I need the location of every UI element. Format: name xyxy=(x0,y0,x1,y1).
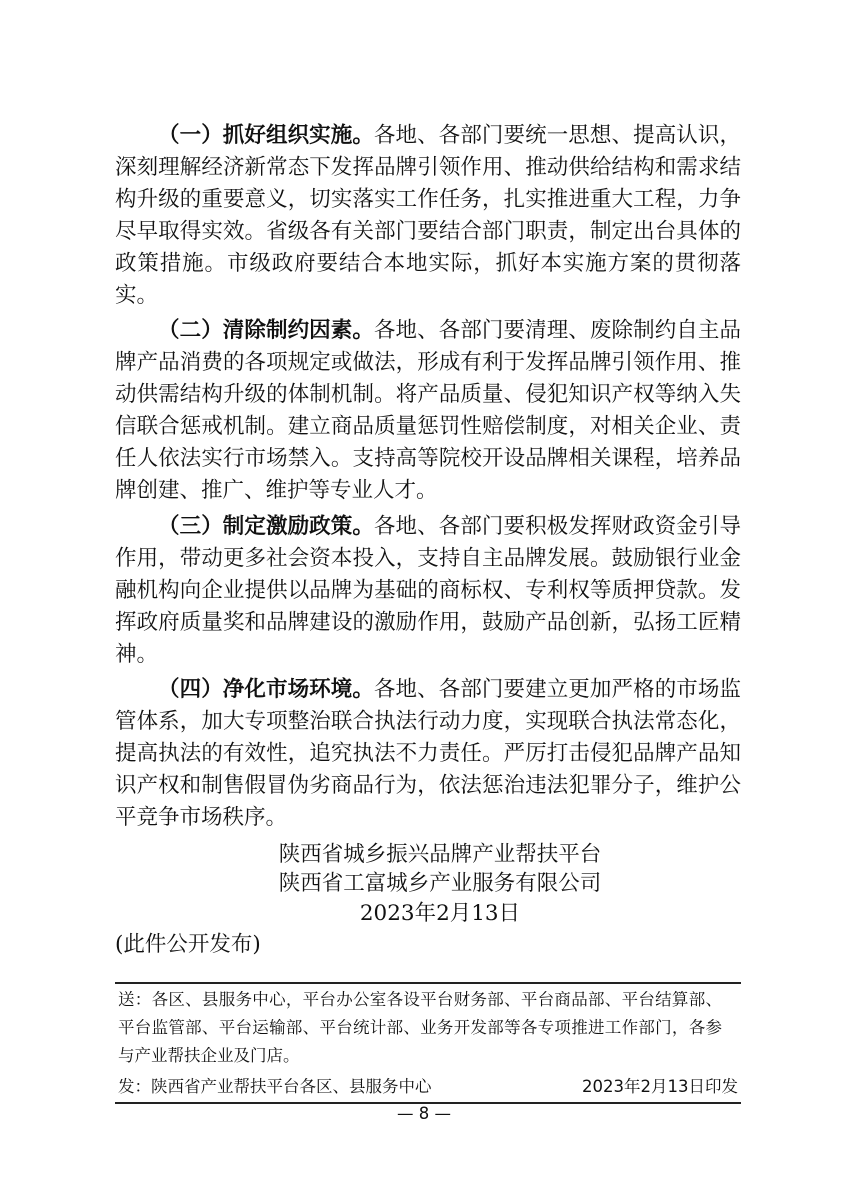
paragraph-3 xyxy=(115,511,741,671)
distribution-send-to: 送：各区、县服务中心，平台办公室各设平台财务部、平台商品部、平台结算部、平台监管部、平台运输部、平台统计部、业务开发部等各专项推进工作部门，各参与产业帮扶企业及门店。 xyxy=(118,990,722,1065)
paragraph-3-body: 各地、各部门要积极发挥财政资金引导作用，带动更多社会资本投入，支持自主品牌发展。鼓励银行业金融机构向企业提供以品牌为基础的商标权、专利权等质押贷款。发挥政府质量奖和品牌建设的激励作用，鼓励产品创新，弘扬工匠精神。 xyxy=(115,514,741,667)
issue-date: 2023年2月13日印发 xyxy=(582,1077,738,1096)
page-number: — 8 — xyxy=(397,1104,451,1123)
signature-org-2: 陕西省工富城乡产业服务有限公司 xyxy=(278,871,602,896)
paragraph-2 xyxy=(115,315,741,507)
issuer: 发：陕西省产业帮扶平台各区、县服务中心 xyxy=(118,1077,432,1096)
paragraph-4 xyxy=(115,674,741,834)
distribution-issue-line xyxy=(118,1073,738,1101)
paragraph-4-heading: （四）净化市场环境。 xyxy=(158,677,374,702)
paragraph-3-heading: （三）制定激励政策。 xyxy=(158,514,374,539)
signature-org-1: 陕西省城乡振兴品牌产业帮扶平台 xyxy=(278,842,602,867)
publication-notice: (此件公开发布) xyxy=(115,932,261,957)
paragraph-1-heading: （一）抓好组织实施。 xyxy=(158,123,374,148)
paragraph-4-body: 各地、各部门要建立更加严格的市场监管体系，加大专项整治联合执法行动力度，实现联合执法常态化，提高执法的有效性，追究执法不力责任。严厉打击侵犯品牌产品知识产权和制售假冒伪劣商品行为，依法惩治违法犯罪分子，维护公平竞争市场秩序。 xyxy=(115,677,741,830)
paragraph-1 xyxy=(115,120,741,312)
top-divider xyxy=(115,982,741,984)
paragraph-2-heading: （二）清除制约因素。 xyxy=(158,318,374,343)
signature-date: 2023年2月13日 xyxy=(359,901,521,926)
paragraph-2-body: 各地、各部门要清理、废除制约自主品牌产品消费的各项规定或做法，形成有利于发挥品牌引领作用、推动供需结构升级的体制机制。将产品质量、侵犯知识产权等纳入失信联合惩戒机制。建立商品质量惩罚性赔偿制度，对相关企业、责任人依法实行市场禁入。支持高等院校开设品牌相关课程，培养品牌创建、推广、维护等专业人才。 xyxy=(115,318,741,503)
paragraph-1-body: 各地、各部门要统一思想、提高认识，深刻理解经济新常态下发挥品牌引领作用、推动供给结构和需求结构升级的重要意义，切实落实工作任务，扎实推进重大工程，力争尽早取得实效。省级各有关部门要结合部门职责，制定出台具体的政策措施。市级政府要结合本地实际，抓好本实施方案的贯彻落实。 xyxy=(115,123,741,308)
